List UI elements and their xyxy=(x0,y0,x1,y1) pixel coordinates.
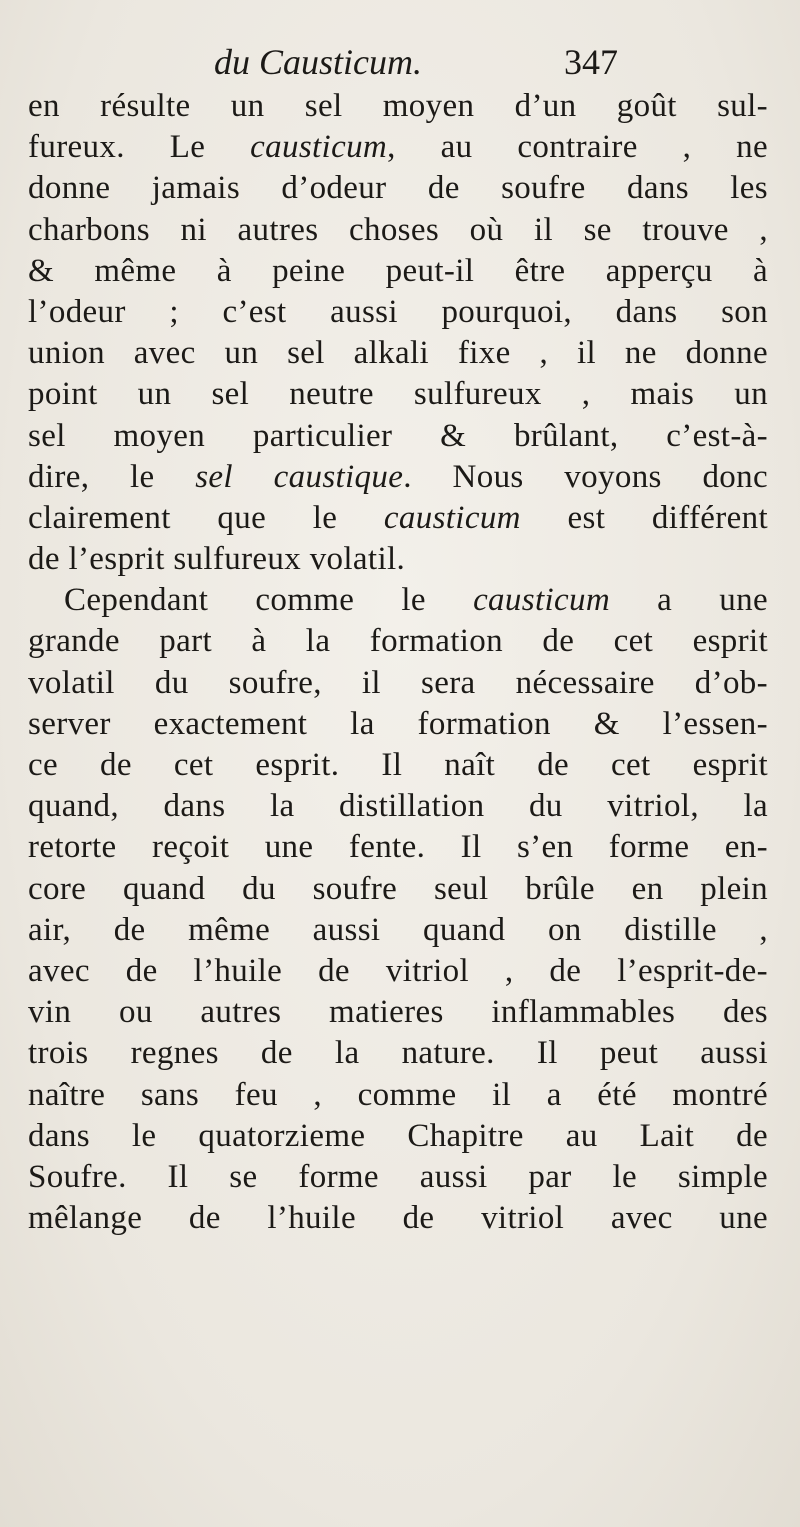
text-line xyxy=(28,786,768,827)
text-run: ce de cet esprit. Il naît de cet esprit xyxy=(28,747,768,783)
text-run: clairement que le xyxy=(28,499,384,536)
text-run: dans le quatorzieme Chapitre au Lait de xyxy=(28,1117,768,1154)
page-number: 347 xyxy=(564,42,618,82)
running-head xyxy=(28,40,628,84)
text-line xyxy=(28,86,768,127)
text-run: Cependant comme le xyxy=(64,582,474,619)
text-line xyxy=(28,745,768,786)
text-run: l’odeur ; c’est aussi pourquoi, dans son xyxy=(28,293,768,330)
text-run: union avec un sel alkali fixe , il ne donne xyxy=(28,335,768,372)
text-line xyxy=(28,663,768,704)
text-run: a une xyxy=(610,582,768,619)
text-line xyxy=(28,580,768,621)
text-line xyxy=(28,374,768,415)
text-run: & même à peine peut-il être apperçu à xyxy=(28,252,768,289)
text-line xyxy=(28,1116,768,1157)
italic-term: causticum xyxy=(250,129,388,166)
text-run: air, de même aussi quand on distille , xyxy=(28,911,768,948)
text-line xyxy=(28,416,768,457)
text-line xyxy=(28,1157,768,1198)
text-line xyxy=(28,251,768,292)
text-run: . Nous voyons donc xyxy=(403,458,768,495)
text-run: point un sel neutre sulfureux , mais un xyxy=(28,376,768,413)
italic-term: sel caustique xyxy=(195,458,404,495)
text-line xyxy=(28,621,768,662)
text-line xyxy=(28,333,768,374)
text-line xyxy=(28,992,768,1033)
text-run: naître sans feu , comme il a été montré xyxy=(28,1076,768,1113)
text-line xyxy=(28,292,768,333)
text-line xyxy=(28,168,768,209)
text-line xyxy=(28,210,768,251)
text-run: dire, le xyxy=(28,458,196,495)
text-run: fureux. Le xyxy=(28,129,251,166)
text-line xyxy=(28,704,768,745)
text-run: donne jamais d’odeur de soufre dans les xyxy=(28,170,768,207)
text-line xyxy=(28,1033,768,1074)
text-run: core quand du soufre seul brûle en plein xyxy=(28,870,768,907)
italic-term: causticum xyxy=(473,582,611,619)
running-head-title: du Causticum. xyxy=(214,42,423,82)
text-line xyxy=(28,1075,768,1116)
text-run: Soufre. Il se forme aussi par le simple xyxy=(28,1158,768,1195)
text-run: , au contraire , ne xyxy=(387,129,769,166)
text-line xyxy=(28,457,768,498)
text-run: charbons ni autres choses où il se trouve , xyxy=(28,211,768,248)
body-text xyxy=(28,86,768,1239)
text-run: quand, dans la distillation du vitriol, la xyxy=(28,788,768,825)
text-line xyxy=(28,498,768,539)
text-run: sel moyen particulier & brûlant, c’est-à- xyxy=(28,417,768,454)
text-run: server exactement la formation & l’essen- xyxy=(28,705,768,742)
text-line xyxy=(28,539,768,580)
text-line xyxy=(28,951,768,992)
text-line xyxy=(28,1198,768,1239)
text-run: en résulte un sel moyen d’un goût sul- xyxy=(28,88,768,124)
text-line xyxy=(28,869,768,910)
text-run: retorte reçoit une fente. Il s’en forme en- xyxy=(28,829,768,866)
text-run: volatil du soufre, il sera nécessaire d’ob- xyxy=(28,664,768,701)
text-run: vin ou autres matieres inflammables des xyxy=(28,994,768,1031)
text-line xyxy=(28,827,768,868)
text-line xyxy=(28,127,768,168)
text-run: est différent xyxy=(520,499,769,536)
italic-term: causticum xyxy=(383,499,521,536)
text-run: de l’esprit sulfureux volatil. xyxy=(28,541,406,578)
text-run: grande part à la formation de cet esprit xyxy=(28,623,768,660)
text-run: avec de l’huile de vitriol , de l’esprit-de- xyxy=(28,952,768,989)
text-line xyxy=(28,910,768,951)
text-run: trois regnes de la nature. Il peut aussi xyxy=(28,1035,768,1072)
text-run: mêlange de l’huile de vitriol avec une xyxy=(28,1200,768,1237)
